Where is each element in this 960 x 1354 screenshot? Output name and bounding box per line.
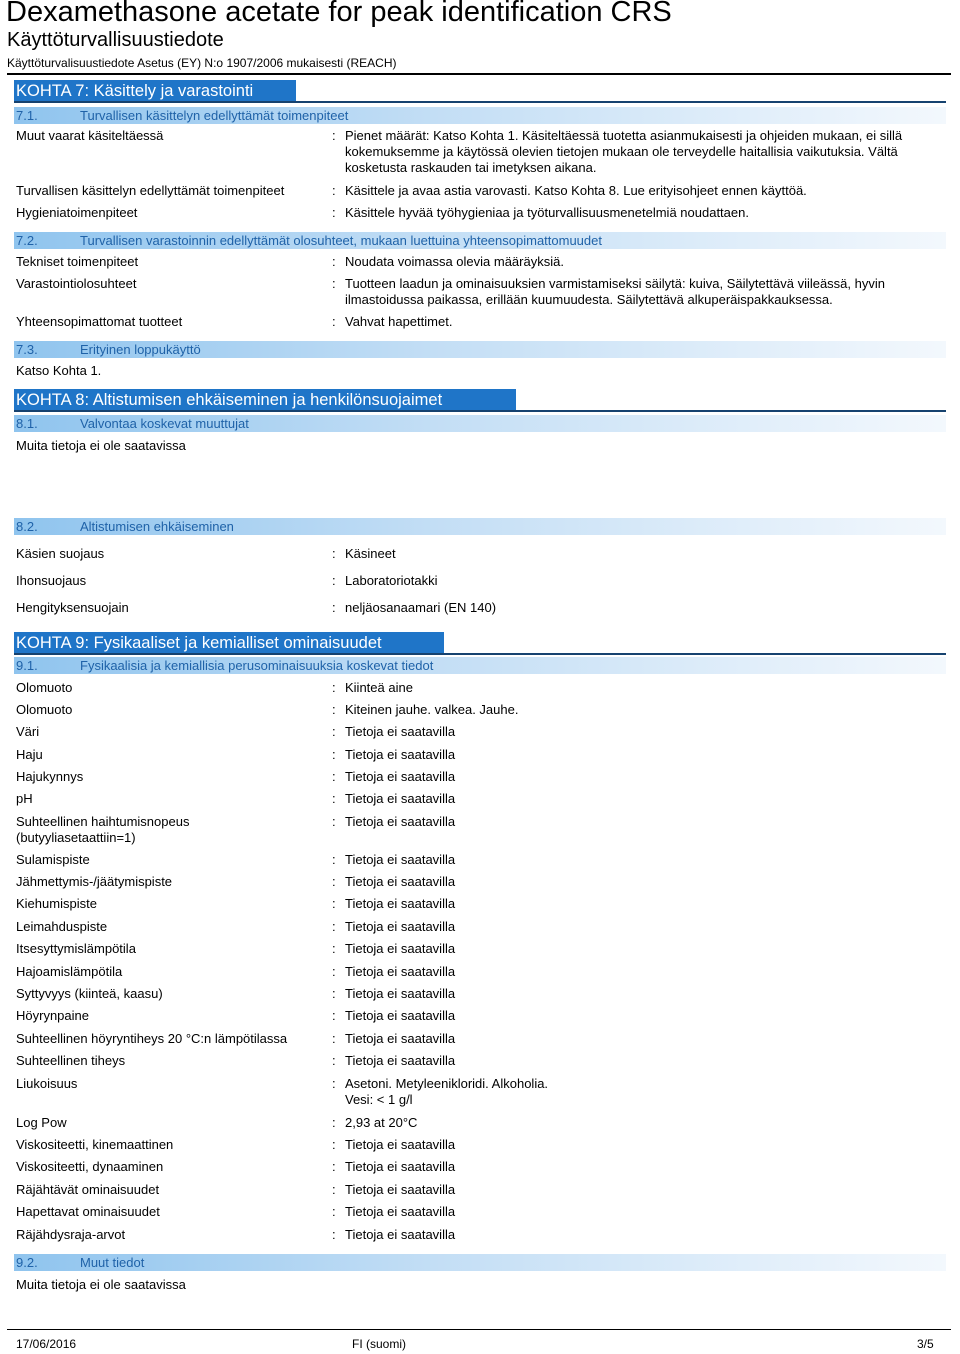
property-label: Väri [16,724,40,739]
field-colon: : [332,986,336,1001]
field-value: Pienet määrät: Katso Kohta 1. Käsiteltäessä tuotetta asianmukaisesti ja ohjeiden mukaan, ei sillä kokemuksemme ja käytössä olevien tietojen mukaan ole terveydelle haitallisia vaikutuksia. Vältä kosketusta raskauden tai imetyksen aikana. [345,128,903,175]
property-value: Tietoja ei saatavilla [345,1053,456,1068]
property-label: Syttyvyys (kiinteä, kaasu) [16,986,163,1001]
field-label: Käsien suojaus [16,546,105,561]
subsection-8-2 [14,518,946,535]
property-value: Tietoja ei saatavilla [345,1204,456,1219]
field-label: Ihonsuojaus [16,573,87,588]
field-colon: : [332,600,336,615]
property-label: Suhteellinen höyryntiheys 20 °C:n lämpötilassa [16,1031,288,1046]
subsection-number: 7.1. [16,108,38,123]
field-label: Tekniset toimenpiteet [16,254,139,269]
field-colon: : [332,1137,336,1152]
property-value: Tietoja ei saatavilla [345,724,456,739]
property-label: Hajoamislämpötila [16,964,123,979]
field-value: neljäosanaamari (EN 140) [345,600,497,615]
property-value: Tietoja ei saatavilla [345,1159,456,1174]
field-value: Käsittele ja avaa astia varovasti. Katso Kohta 8. Lue erityisohjeet ennen käyttöä. [345,183,807,198]
field-label: Yhteensopimattomat tuotteet [16,314,183,329]
property-value: Kiteinen jauhe. valkea. Jauhe. [345,702,519,717]
subsection-text: Muita tietoja ei ole saatavissa [16,438,186,453]
field-colon: : [332,874,336,889]
property-value: Tietoja ei saatavilla [345,964,456,979]
regulation-line: Käyttöturvalisuustiedote Asetus (EY) N:o 1907/2006 mukaisesti (REACH) [7,56,397,70]
field-value: Noudata voimassa olevia määräyksiä. [345,254,564,269]
property-label: Olomuoto [16,680,73,695]
property-value: Tietoja ei saatavilla [345,1137,456,1152]
footer-language: FI (suomi) [352,1337,406,1351]
subsection-title: Turvallisen käsittelyn edellyttämät toimenpiteet [80,108,349,123]
property-value: Tietoja ei saatavilla [345,791,456,806]
section-9-heading: KOHTA 9: Fysikaaliset ja kemialliset ominaisuudet [14,632,444,654]
subsection-title: Valvontaa koskevat muuttujat [80,416,249,431]
property-value: Tietoja ei saatavilla [345,769,456,784]
field-colon: : [332,1227,336,1242]
document-subtitle: Käyttöturvallisuustiedote [7,29,224,51]
field-label: Turvallisen käsittelyn edellyttämät toimenpiteet [16,183,285,198]
field-label: Varastointiolosuhteet [16,276,137,291]
field-colon: : [332,852,336,867]
property-label: Sulamispiste [16,852,90,867]
property-label: Log Pow [16,1115,67,1130]
field-colon: : [332,128,336,143]
property-value: Tietoja ei saatavilla [345,941,456,956]
property-value: 2,93 at 20°C [345,1115,418,1130]
field-colon: : [332,314,336,329]
subsection-number: 7.3. [16,342,38,357]
document-title: Dexamethasone acetate for peak identification CRS [6,0,672,28]
subsection-7-2 [14,232,946,249]
footer-page-number: 3/5 [917,1337,934,1351]
subsection-text: Muita tietoja ei ole saatavissa [16,1277,186,1292]
property-value: Tietoja ei saatavilla [345,896,456,911]
property-label: Jähmettymis-/jäätymispiste [16,874,173,889]
field-colon: : [332,814,336,829]
field-value: Laboratoriotakki [345,573,438,588]
property-label: Haju [16,747,43,762]
field-value: Käsittele hyvää työhygieniaa ja työturvallisuusmenetelmiä noudattaen. [345,205,749,220]
field-value: Käsineet [345,546,396,561]
subsection-8-1 [14,415,946,432]
field-colon: : [332,183,336,198]
subsection-7-3 [14,341,946,358]
property-value: Tietoja ei saatavilla [345,986,456,1001]
property-value: Kiinteä aine [345,680,413,695]
section-7-heading: KOHTA 7: Käsittely ja varastointi [14,80,296,102]
subsection-text: Katso Kohta 1. [16,363,102,378]
subsection-number: 9.2. [16,1255,38,1270]
field-colon: : [332,941,336,956]
property-value: Tietoja ei saatavilla [345,1031,456,1046]
property-value: Tietoja ei saatavilla [345,852,456,867]
section-8-underline [14,410,946,412]
field-value: Vahvat hapettimet. [345,314,453,329]
property-value: Tietoja ei saatavilla [345,1227,456,1242]
field-colon: : [332,747,336,762]
property-label: Höyrynpaine [16,1008,89,1023]
field-colon: : [332,724,336,739]
subsection-title: Altistumisen ehkäiseminen [80,519,234,534]
field-colon: : [332,1008,336,1023]
field-colon: : [332,680,336,695]
property-label: Räjähdysraja-arvot [16,1227,126,1242]
section-8-heading: KOHTA 8: Altistumisen ehkäiseminen ja henkilönsuojaimet [14,389,516,411]
subsection-title: Muut tiedot [80,1255,145,1270]
subsection-7-1 [14,107,946,124]
field-colon: : [332,769,336,784]
property-value: Tietoja ei saatavilla [345,919,456,934]
field-colon: : [332,1182,336,1197]
subsection-9-2 [14,1254,946,1271]
property-label: Räjähtävät ominaisuudet [16,1182,160,1197]
field-label: Muut vaarat käsiteltäessä [16,128,164,143]
field-colon: : [332,702,336,717]
field-colon: : [332,1076,336,1091]
field-colon: : [332,896,336,911]
subsection-number: 8.2. [16,519,38,534]
field-colon: : [332,1053,336,1068]
field-colon: : [332,546,336,561]
property-label: Hapettavat ominaisuudet [16,1204,160,1219]
property-label: Itsesyttymislämpötila [16,941,136,956]
subsection-title: Turvallisen varastoinnin edellyttämät olosuhteet, mukaan luettuina yhteensopimattomuudet [80,233,602,248]
subsection-title: Erityinen loppukäyttö [80,342,201,357]
section-7-underline [14,101,946,103]
field-colon: : [332,205,336,220]
property-label: Viskositeetti, kinemaattinen [16,1137,174,1152]
field-colon: : [332,1204,336,1219]
subsection-title: Fysikaalisia ja kemiallisia perusominaisuuksia koskevat tiedot [80,658,434,673]
subsection-number: 7.2. [16,233,38,248]
property-label: Suhteellinen haihtumisnopeus (butyyliasetaattiin=1) [16,814,190,845]
property-label: Leimahduspiste [16,919,108,934]
property-value: Tietoja ei saatavilla [345,1008,456,1023]
footer-date: 17/06/2016 [16,1337,77,1351]
field-colon: : [332,919,336,934]
field-colon: : [332,964,336,979]
field-colon: : [332,791,336,806]
property-label: Suhteellinen tiheys [16,1053,126,1068]
footer-rule [7,1329,951,1330]
subsection-number: 8.1. [16,416,38,431]
property-value-second-line: Vesi: < 1 g/l [345,1092,413,1107]
field-label: Hygieniatoimenpiteet [16,205,138,220]
field-colon: : [332,276,336,291]
property-value: Asetoni. Metyleenikloridi. Alkoholia. [345,1076,549,1091]
property-value: Tietoja ei saatavilla [345,747,456,762]
field-colon: : [332,1159,336,1174]
field-colon: : [332,573,336,588]
property-value: Tietoja ei saatavilla [345,874,456,889]
header-rule [7,73,951,75]
property-label: Olomuoto [16,702,73,717]
property-label: Kiehumispiste [16,896,97,911]
property-label: Liukoisuus [16,1076,78,1091]
property-label: pH [16,791,33,806]
field-value: Tuotteen laadun ja ominaisuuksien varmistamiseksi säilytä: kuiva, Säilytettävä viileässä, hyvin ilmastoidussa paikassa, erillään kuumuudesta. Säilytettävä alkuperäispakkauksessa. [345,276,885,307]
field-colon: : [332,254,336,269]
field-colon: : [332,1115,336,1130]
property-label: Viskositeetti, dynaaminen [16,1159,164,1174]
section-9-underline [14,653,946,655]
property-value: Tietoja ei saatavilla [345,1182,456,1197]
field-label: Hengityksensuojain [16,600,129,615]
field-colon: : [332,1031,336,1046]
property-label: Hajukynnys [16,769,84,784]
subsection-9-1 [14,657,946,674]
property-value: Tietoja ei saatavilla [345,814,456,829]
subsection-number: 9.1. [16,658,38,673]
